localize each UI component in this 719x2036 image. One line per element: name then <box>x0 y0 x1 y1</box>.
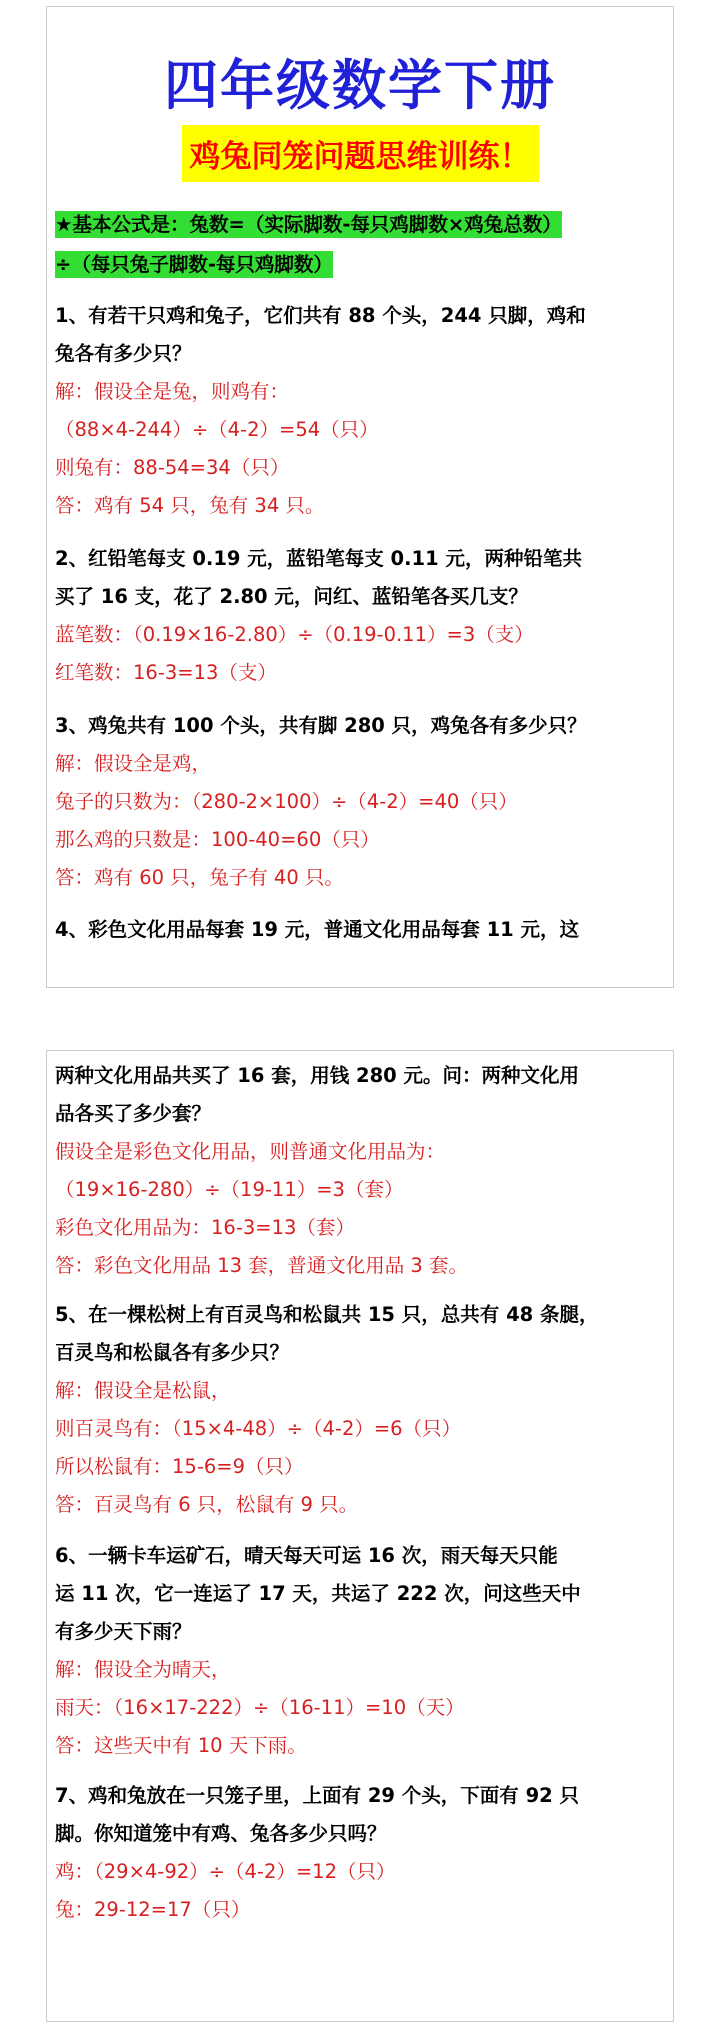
problem-5-question-line-2: 百灵鸟和松鼠各有多少只？ <box>55 1341 290 1364</box>
problem-3-question-line-1: 3、鸡兔共有 100 个头，共有脚 280 只，鸡兔各有多少只？ <box>55 714 587 737</box>
problem-7-answer-line-2: 兔：29-12=17（只） <box>55 1898 251 1921</box>
problem-1-answer-line-3: 则兔有：88-54=34（只） <box>55 456 290 479</box>
problem-1-answer-line-2: （88×4-244）÷（4-2）=54（只） <box>55 418 379 441</box>
problem-6-question-line-1: 6、一辆卡车运矿石，晴天每天可运 16 次，雨天每天只能 <box>55 1544 558 1567</box>
page-1 <box>46 6 674 988</box>
problem-3-answer-line-1: 解：假设全是鸡， <box>55 752 212 775</box>
page-2 <box>46 1050 674 2022</box>
problem-2-question-line-1: 2、红铅笔每支 0.19 元，蓝铅笔每支 0.11 元，两种铅笔共 <box>55 547 582 570</box>
problem-4-answer-line-1: 假设全是彩色文化用品，则普通文化用品为： <box>55 1140 446 1163</box>
subtitle-wrap <box>47 125 673 182</box>
problem-4-question-line-2: 两种文化用品共买了 16 套，用钱 280 元。问：两种文化用 <box>55 1064 579 1087</box>
problem-3 <box>55 707 667 897</box>
problem-3-answer-line-3: 那么鸡的只数是：100-40=60（只） <box>55 828 380 851</box>
problem-6-question-line-3: 有多少天下雨？ <box>55 1620 192 1643</box>
problem-1-question-line-2: 兔各有多少只？ <box>55 342 192 365</box>
problem-5-answer-line-4: 答：百灵鸟有 6 只，松鼠有 9 只。 <box>55 1493 359 1516</box>
problem-5-answer-line-2: 则百灵鸟有：（15×4-48）÷（4-2）=6（只） <box>55 1417 462 1440</box>
problem-7-answer-line-1: 鸡：（29×4-92）÷（4-2）=12（只） <box>55 1860 396 1883</box>
formula-line-1: ★基本公式是：兔数=（实际脚数-每只鸡脚数×鸡兔总数） <box>55 213 562 236</box>
problem-2-question-line-2: 买了 16 支，花了 2.80 元，问红、蓝铅笔各买几支？ <box>55 585 528 608</box>
problem-7-question-line-2: 脚。你知道笼中有鸡、兔各多少只吗？ <box>55 1822 387 1845</box>
problem-3-answer-line-2: 兔子的只数为：（280-2×100）÷（4-2）=40（只） <box>55 790 518 813</box>
problem-5-answer-line-1: 解：假设全是松鼠， <box>55 1379 231 1402</box>
problem-2-answer-line-2: 红笔数：16-3=13（支） <box>55 661 277 684</box>
problem-7-question-line-1: 7、鸡和兔放在一只笼子里，上面有 29 个头，下面有 92 只 <box>55 1784 579 1807</box>
problem-4-question-line-1: 4、彩色文化用品每套 19 元，普通文化用品每套 11 元，这 <box>55 918 579 941</box>
problem-1-answer-line-4: 答：鸡有 54 只，兔有 34 只。 <box>55 494 325 517</box>
formula-line-2: ÷（每只兔子脚数-每只鸡脚数） <box>55 253 333 276</box>
problem-6-answer-line-2: 雨天：（16×17-222）÷（16-11）=10（天） <box>55 1696 465 1719</box>
problem-2-answer-line-1: 蓝笔数：（0.19×16-2.80）÷（0.19-0.11）=3（支） <box>55 623 534 646</box>
problem-6-answer-line-1: 解：假设全为晴天， <box>55 1658 231 1681</box>
problem-4-answer-line-4: 答：彩色文化用品 13 套，普通文化用品 3 套。 <box>55 1254 469 1277</box>
problem-4-answer-line-3: 彩色文化用品为：16-3=13（套） <box>55 1216 355 1239</box>
problem-4-start <box>55 911 667 949</box>
problem-4-answer-line-2: （19×16-280）÷（19-11）=3（套） <box>55 1178 404 1201</box>
problem-5 <box>55 1296 667 1524</box>
page-title: 四年级数学下册 <box>164 54 556 117</box>
problem-7 <box>55 1777 667 1929</box>
problem-1-question-line-1: 1、有若干只鸡和兔子，它们共有 88 个头，244 只脚，鸡和 <box>55 304 586 327</box>
problem-6 <box>55 1537 667 1765</box>
problem-3-answer-line-4: 答：鸡有 60 只，兔子有 40 只。 <box>55 866 344 889</box>
problem-4-question-line-3: 品各买了多少套？ <box>55 1102 212 1125</box>
basic-formula <box>55 205 562 285</box>
problem-5-answer-line-3: 所以松鼠有：15-6=9（只） <box>55 1455 304 1478</box>
subtitle: 鸡兔同笼问题思维训练！ <box>182 125 539 182</box>
problem-6-question-line-2: 运 11 次，它一连运了 17 天，共运了 222 次，问这些天中 <box>55 1582 581 1605</box>
problem-1 <box>55 297 667 525</box>
problem-4-continued <box>55 1057 667 1285</box>
problem-6-answer-line-3: 答：这些天中有 10 天下雨。 <box>55 1734 307 1757</box>
problem-2 <box>55 540 667 692</box>
problem-5-question-line-1: 5、在一棵松树上有百灵鸟和松鼠共 15 只，总共有 48 条腿， <box>55 1303 599 1326</box>
problem-1-answer-line-1: 解：假设全是兔，则鸡有： <box>55 380 290 403</box>
